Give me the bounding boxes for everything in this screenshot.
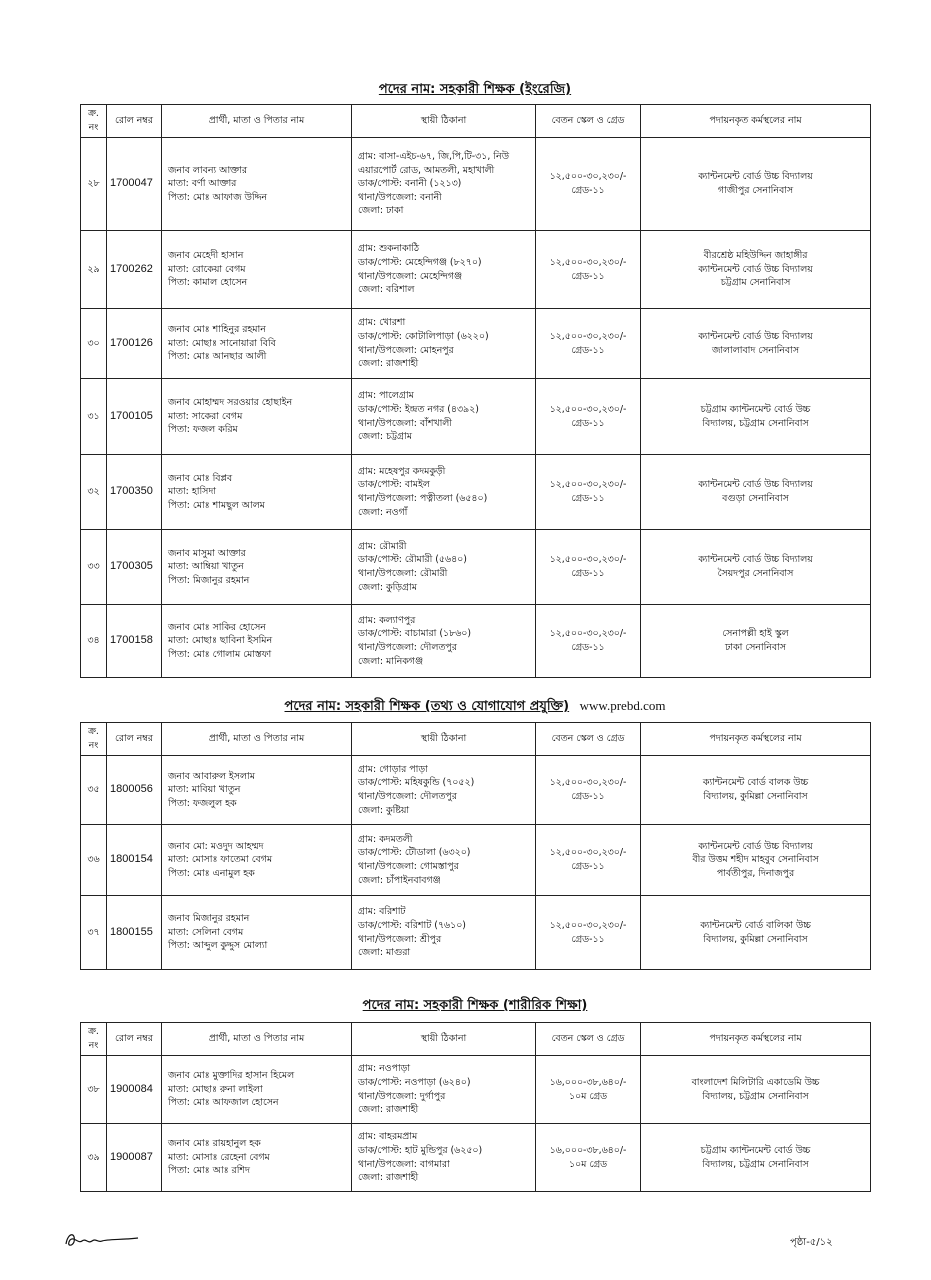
pay-line: গ্রেড-১১	[571, 642, 605, 653]
pay-scale-cell	[536, 138, 641, 231]
section-title-text: পদের নাম: সহকারী শিক্ষক (শারীরিক শিক্ষা)	[362, 998, 588, 1013]
address-line: গ্রাম: বাহরমপ্রাম	[358, 1131, 418, 1143]
address-line: থানা/উপজেলা: মোহনপুর	[358, 344, 454, 356]
header-roll: রোল নম্বর	[107, 723, 162, 756]
table-row	[81, 756, 871, 825]
allocation-table-english	[80, 104, 871, 678]
pay-scale-cell	[536, 379, 641, 455]
table-row	[81, 605, 871, 678]
address-line: ডাক/পোস্ট: হাট মুন্ডিপুর (৬২৫০)	[358, 1144, 483, 1156]
table-header-row	[81, 723, 871, 756]
address-line: ডাক/পোস্ট: মেহেন্দিগঞ্জ (৮২৭০)	[358, 256, 482, 268]
roll-cell: 1700105	[107, 379, 162, 455]
name-cell	[162, 231, 352, 309]
pay-scale-cell	[536, 1124, 641, 1192]
address-line: ডাক/পোস্ট: বনানী (১২১৩)	[358, 178, 462, 190]
header-pay-scale: বেতন স্কেল ও গ্রেড	[536, 1023, 641, 1056]
pay-line: ১২,৫০০-৩০,২৩০/-	[549, 554, 627, 566]
pay-scale-cell	[536, 231, 641, 309]
roll-cell: 1700262	[107, 231, 162, 309]
pay-scale-cell	[536, 309, 641, 379]
posting-line: বীরশ্রেষ্ঠ মহিউদ্দিন জাহাঙ্গীর	[703, 250, 808, 262]
posting-cell	[641, 530, 871, 605]
allocation-table-physical-education	[80, 1022, 871, 1192]
section-title-text: পদের নাম: সহকারী শিক্ষক (ইংরেজি)	[378, 82, 572, 97]
posting-cell	[641, 138, 871, 231]
serial-cell: ৩৩	[81, 530, 107, 605]
name-line: পিতা: মোঃ আনছার আলী	[168, 351, 267, 363]
address-line: ডাক/পোস্ট: ইন্দ্রত নগর (৪৩৯২)	[358, 403, 479, 415]
pay-line: গ্রেড-১১	[571, 933, 605, 945]
address-line: জেলা: বরিশাল	[358, 284, 415, 296]
serial-cell: ৩৮	[81, 1056, 107, 1124]
pay-scale-cell	[536, 455, 641, 530]
address-line: থানা/উপজেলা: মেহেন্দিগঞ্জ	[358, 270, 462, 282]
pay-line: ১২,৫০০-৩০,২৩০/-	[549, 628, 627, 640]
address-line: ডাক/পোস্ট: রৌমারী (৫৬৪০)	[358, 554, 467, 566]
table-header-row	[81, 1023, 871, 1056]
name-line: পিতা: মোঃ এনামুল হক	[168, 867, 255, 879]
name-cell	[162, 138, 352, 231]
address-cell	[352, 605, 536, 678]
pay-line: গ্রেড-১১	[571, 417, 605, 429]
serial-cell: ৩৪	[81, 605, 107, 678]
table-row	[81, 825, 871, 896]
pay-line: গ্রেড-১১	[571, 270, 605, 282]
serial-cell: ৩৯	[81, 1124, 107, 1192]
name-line: মাতা: সেলিনা বেগম	[168, 926, 244, 938]
address-cell	[352, 379, 536, 455]
name-line: জনাব মাসুমা আক্তার	[168, 547, 246, 559]
name-line: জনাব মিজানুর রহমান	[168, 913, 250, 925]
name-line: মাতা: আম্বিয়া খাতুন	[168, 561, 244, 573]
posting-cell	[641, 379, 871, 455]
roll-cell: 1900087	[107, 1124, 162, 1192]
address-line: ডাক/পোস্ট: বরিশাট (৭৬১০)	[358, 919, 466, 931]
posting-cell	[641, 455, 871, 530]
header-posting: পদায়নকৃত কর্মস্থলের নাম	[641, 723, 871, 756]
table-row	[81, 309, 871, 379]
name-line: পিতা: মোঃ আঃ রশিদ	[168, 1165, 250, 1177]
address-line: থানা/উপজেলা: দৌলতপুর	[358, 642, 457, 653]
roll-cell: 1800056	[107, 756, 162, 825]
address-line: ডাক/পোস্ট: বাচামারা (১৮৬০)	[358, 628, 472, 640]
page-number: পৃষ্ঠা-৫/১২	[790, 1237, 833, 1248]
address-line: থানা/উপজেলা: বাঁশখালী	[358, 417, 452, 429]
posting-line: বিদ্যালয়, চট্টগ্রাম সেনানিবাস	[702, 417, 809, 429]
roll-cell: 1700126	[107, 309, 162, 379]
posting-line: ক্যান্টনমেন্ট বোর্ড উচ্চ বিদ্যালয়	[698, 330, 813, 342]
name-line: জনাব মোহাম্মদ সরওয়ার হোছাইন	[168, 397, 293, 409]
address-line: গ্রাম: বাসা-এইচ-৬৭, জি,পি,টি-৩১, নিউ	[358, 150, 509, 162]
address-cell	[352, 896, 536, 970]
posting-line: চট্টগ্রাম ক্যান্টনমেন্ট বোর্ড উচ্চ	[700, 403, 811, 415]
pay-line: গ্রেড-১১	[571, 568, 605, 579]
address-line: থানা/উপজেলা: বনানী	[358, 191, 442, 203]
name-line: পিতা: মিজানুর রহমান	[168, 574, 250, 586]
posting-line: বিদ্যালয়, কুমিল্লা সেনানিবাস	[703, 791, 808, 802]
pay-line: গ্রেড-১১	[571, 861, 605, 872]
section-title-physical-education	[80, 996, 870, 1017]
serial-cell: ৩১	[81, 379, 107, 455]
posting-line: ক্যান্টনমেন্ট বোর্ড উচ্চ বিদ্যালয়	[698, 840, 813, 852]
pay-line: ১০ম গ্রেড	[568, 1158, 608, 1170]
address-line: গ্রাম: মহেষপুর কদমকুড়ী	[358, 465, 446, 477]
serial-cell: ৩৫	[81, 756, 107, 825]
address-line: জেলা: নওগাঁ	[358, 506, 408, 518]
name-line: জনাব আবারুল ইসলাম	[168, 770, 255, 782]
address-line: জেলা: রাজশাহী	[358, 1104, 419, 1116]
pay-line: ১২,৫০০-৩০,২৩০/-	[549, 330, 627, 342]
posting-line: ঢাকা সেনানিবাস	[725, 642, 786, 653]
address-line: ডাক/পোস্ট: বামইল	[358, 479, 430, 491]
posting-line: বিদ্যালয়, কুমিল্লা সেনানিবাস	[703, 933, 808, 945]
address-line: গ্রাম: খোরশা	[358, 317, 406, 329]
name-line: পিতা: কামাল হোসেন	[168, 277, 248, 289]
name-line: পিতা: মোঃ গোলাম মোস্তফা	[168, 648, 272, 660]
section-title-text: পদের নাম: সহকারী শিক্ষক (তথ্য ও যোগাযোগ প্রযুক্তি)	[284, 699, 570, 714]
roll-cell: 1700305	[107, 530, 162, 605]
pay-line: গ্রেড-১১	[571, 185, 605, 196]
posting-cell	[641, 896, 871, 970]
posting-line: চট্টগ্রাম ক্যান্টনমেন্ট বোর্ড উচ্চ	[700, 1144, 811, 1156]
serial-cell: ২৮	[81, 138, 107, 231]
name-line: মাতা: মাবিয়া খাতুন	[168, 784, 241, 796]
name-cell	[162, 455, 352, 530]
roll-cell: 1900084	[107, 1056, 162, 1124]
section-title-english	[80, 80, 870, 101]
pay-line: ১২,৫০০-৩০,২৩০/-	[549, 403, 627, 415]
pay-line: ১০ম গ্রেড	[568, 1090, 608, 1102]
header-roll: রোল নম্বর	[107, 1023, 162, 1056]
roll-cell: 1800155	[107, 896, 162, 970]
name-line: মাতা: মোসাঃ রেহেনা বেগম	[168, 1151, 270, 1163]
pay-scale-cell	[536, 825, 641, 896]
address-line: গ্রাম: কল্যাণপুর	[358, 614, 416, 626]
pay-line: ১৬,০০০-৩৮,৬৪০/-	[549, 1076, 627, 1088]
header-serial: ক্র. নং	[81, 723, 107, 756]
address-cell	[352, 530, 536, 605]
header-address: স্থায়ী ঠিকানা	[352, 723, 536, 756]
address-cell	[352, 1124, 536, 1192]
name-cell	[162, 530, 352, 605]
table-row	[81, 138, 871, 231]
address-cell	[352, 1056, 536, 1124]
posting-line: বিদ্যালয়, চট্টগ্রাম সেনানিবাস	[702, 1090, 809, 1102]
name-line: জনাব মো: মওদুদ আহম্মদ	[168, 840, 264, 852]
name-cell	[162, 309, 352, 379]
name-line: পিতা: মোঃ আফজাল হোসেন	[168, 1097, 279, 1109]
name-cell	[162, 1056, 352, 1124]
pay-line: ১২,৫০০-৩০,২৩০/-	[549, 847, 627, 859]
posting-line: জালালাবাদ সেনানিবাস	[711, 344, 800, 356]
pay-line: ১২,৫০০-৩০,২৩০/-	[549, 479, 627, 491]
address-line: থানা/উপজেলা: রৌমারী	[358, 568, 448, 579]
pay-line: ১২,৫০০-৩০,২৩০/-	[549, 171, 627, 183]
roll-cell: 1800154	[107, 825, 162, 896]
name-line: জনাব মোঃ সাকির হোসেন	[168, 621, 266, 633]
posting-line: গাজীপুর সেনানিবাস	[717, 185, 794, 196]
name-line: মাতা: সাকেরা বেগম	[168, 410, 243, 422]
address-line: থানা/উপজেলা: দৌলতপুর	[358, 791, 457, 802]
name-line: পিতা: ফজলুল হক	[168, 797, 237, 809]
address-line: জেলা: কুষ্টিয়া	[358, 804, 410, 816]
table-row	[81, 530, 871, 605]
name-line: জনাব মোঃ শাহিনুর রহমান	[168, 324, 266, 336]
address-line: থানা/উপজেলা: বাগমারা	[358, 1158, 450, 1170]
address-line: গ্রাম: শুকনাকাঠি	[358, 243, 419, 255]
posting-cell	[641, 605, 871, 678]
table-row	[81, 379, 871, 455]
name-line: মাতা: মোছাঃ ছাবিনা ইসমিন	[168, 635, 273, 647]
address-line: থানা/উপজেলা: পত্নীতলা (৬৫৪০)	[358, 493, 488, 504]
posting-line: বগুড়া সেনানিবাস	[722, 493, 789, 504]
address-line: গ্রাম: নওপাড়া	[358, 1063, 411, 1075]
serial-cell: ৩৭	[81, 896, 107, 970]
serial-cell: ৩২	[81, 455, 107, 530]
address-line: ডাক/পোস্ট: টৌডালা (৬৩২০)	[358, 847, 471, 859]
address-line: গ্রাম: বরিশাট	[358, 906, 406, 918]
pay-line: গ্রেড-১১	[571, 791, 605, 802]
name-line: জনাব লাবন্য আক্তার	[168, 164, 248, 176]
header-roll: রোল নম্বর	[107, 105, 162, 138]
posting-line: বীর উত্তম শহীদ মাহবুব সেনানিবাস	[692, 854, 819, 866]
posting-cell	[641, 1124, 871, 1192]
name-cell	[162, 756, 352, 825]
table-row	[81, 231, 871, 309]
address-line: ডাক/পোস্ট: কোটালিপাড়া (৬২২০)	[358, 330, 489, 342]
header-pay-scale: বেতন স্কেল ও গ্রেড	[536, 105, 641, 138]
posting-line: বিদ্যালয়, চট্টগ্রাম সেনানিবাস	[702, 1158, 809, 1170]
posting-cell	[641, 825, 871, 896]
posting-line: ক্যান্টনমেন্ট বোর্ড উচ্চ বিদ্যালয়	[698, 171, 813, 183]
pay-line: গ্রেড-১১	[571, 344, 605, 356]
address-line: জেলা: মানিকগঞ্জ	[358, 655, 423, 667]
posting-line: সেনাপল্লী হাই স্কুল	[722, 628, 789, 640]
posting-cell	[641, 231, 871, 309]
name-cell	[162, 825, 352, 896]
table-row	[81, 455, 871, 530]
address-line: জেলা: চাঁপাইনবাবগঞ্জ	[358, 874, 441, 886]
name-cell	[162, 605, 352, 678]
address-line: ডাক/পোস্ট: নওপাড়া (৬২৪০)	[358, 1076, 471, 1088]
name-line: পিতা: মোঃ আফাজ উদ্দিন	[168, 191, 268, 203]
posting-cell	[641, 309, 871, 379]
roll-cell: 1700047	[107, 138, 162, 231]
address-line: গ্রাম: রৌমারী	[358, 540, 407, 552]
name-line: মাতা: মোছাঃ সানোয়ারা বিবি	[168, 337, 276, 349]
address-cell	[352, 231, 536, 309]
table-row	[81, 1056, 871, 1124]
posting-line: পার্বতীপুর, দিনাজপুর	[716, 867, 795, 879]
posting-line: ক্যান্টনমেন্ট বোর্ড উচ্চ বিদ্যালয়	[698, 263, 813, 275]
pay-line: ১২,৫০০-৩০,২৩০/-	[549, 919, 627, 931]
name-line: মাতা: রোকেয়া বেগম	[168, 263, 246, 275]
posting-line: সৈয়দপুর সেনানিবাস	[717, 568, 794, 579]
posting-line: ক্যান্টনমেন্ট বোর্ড উচ্চ বিদ্যালয়	[698, 554, 813, 566]
header-posting: পদায়নকৃত কর্মস্থলের নাম	[641, 1023, 871, 1056]
address-line: জেলা: রাজশাহী	[358, 1172, 419, 1184]
posting-line: ক্যান্টনমেন্ট বোর্ড বালিকা উচ্চ	[700, 919, 811, 931]
address-line: এয়ারপোর্ট রোড, আমতলী, মহাখালী	[358, 164, 495, 176]
posting-line: ক্যান্টনমেন্ট বোর্ড উচ্চ বিদ্যালয়	[698, 479, 813, 491]
name-cell	[162, 1124, 352, 1192]
serial-cell: ৩৬	[81, 825, 107, 896]
pay-scale-cell	[536, 756, 641, 825]
posting-line: বাংলাদেশ মিলিটারি একাডেমি উচ্চ	[691, 1076, 820, 1088]
name-line: পিতা: ফজল করিম	[168, 424, 238, 436]
header-address: স্থায়ী ঠিকানা	[352, 1023, 536, 1056]
name-line: পিতা: মোঃ শামছুল আলম	[168, 499, 265, 511]
pay-line: ১৬,০০০-৩৮,৬৪০/-	[549, 1144, 627, 1156]
address-line: থানা/উপজেলা: গোমস্তাপুর	[358, 861, 459, 872]
allocation-table-ict	[80, 722, 871, 970]
name-cell	[162, 896, 352, 970]
table-row	[81, 1124, 871, 1192]
pay-scale-cell	[536, 605, 641, 678]
serial-cell: ২৯	[81, 231, 107, 309]
pay-scale-cell	[536, 1056, 641, 1124]
website-watermark: www.prebd.com	[579, 698, 666, 713]
name-line: মাতা: হাসিদা	[168, 486, 216, 498]
address-line: জেলা: মাগুরা	[358, 947, 411, 959]
address-line: থানা/উপজেলা: শ্রীপুর	[358, 933, 442, 945]
address-line: জেলা: কুড়িগ্রাম	[358, 581, 417, 593]
address-line: গ্রাম: কদমতলী	[358, 833, 413, 845]
pay-line: গ্রেড-১১	[571, 493, 605, 504]
header-name: প্রার্থী, মাতা ও পিতার নাম	[162, 723, 352, 756]
address-line: থানা/উপজেলা: দুর্গাপুর	[358, 1090, 446, 1102]
roll-cell: 1700158	[107, 605, 162, 678]
address-line: জেলা: রাজশাহী	[358, 358, 419, 370]
header-serial: ক্র. নং	[81, 105, 107, 138]
serial-cell: ৩০	[81, 309, 107, 379]
address-cell	[352, 309, 536, 379]
pay-line: ১২,৫০০-৩০,২৩০/-	[549, 256, 627, 268]
name-line: মাতা: বর্ণা আক্তার	[168, 178, 237, 190]
pay-line: ১২,৫০০-৩০,২৩০/-	[549, 777, 627, 789]
table-header-row	[81, 105, 871, 138]
name-line: জনাব মোঃ মুক্তাদির হাসান হিমেল	[168, 1070, 295, 1082]
name-line: জনাব মেহেদী হাসান	[168, 250, 244, 262]
posting-line: চট্টগ্রাম সেনানিবাস	[720, 277, 791, 289]
header-posting: পদায়নকৃত কর্মস্থলের নাম	[641, 105, 871, 138]
address-cell	[352, 138, 536, 231]
header-name: প্রার্থী, মাতা ও পিতার নাম	[162, 1023, 352, 1056]
name-cell	[162, 379, 352, 455]
address-line: জেলা: ঢাকা	[358, 205, 404, 217]
header-name: প্রার্থী, মাতা ও পিতার নাম	[162, 105, 352, 138]
signature	[62, 1228, 142, 1254]
posting-cell	[641, 756, 871, 825]
name-line: মাতা: মোসাঃ ফাতেমা বেগম	[168, 854, 273, 866]
header-address: স্থায়ী ঠিকানা	[352, 105, 536, 138]
name-line: মাতা: মোছাঃ রুনা লাইলা	[168, 1083, 263, 1095]
address-line: জেলা: চট্টগ্রাম	[358, 431, 412, 443]
posting-line: ক্যান্টনমেন্ট বোর্ড বালক উচ্চ	[702, 777, 809, 789]
header-serial: ক্র. নং	[81, 1023, 107, 1056]
name-line: জনাব মোঃ বিপ্লব	[168, 472, 233, 484]
header-pay-scale: বেতন স্কেল ও গ্রেড	[536, 723, 641, 756]
address-line: গ্রাম: গোড়ার পাড়া	[358, 763, 428, 775]
table-row	[81, 896, 871, 970]
pay-scale-cell	[536, 530, 641, 605]
address-cell	[352, 455, 536, 530]
name-line: পিতা: আব্দুল কুদ্দুস মোল্যা	[168, 940, 268, 952]
roll-cell: 1700350	[107, 455, 162, 530]
address-line: ডাক/পোস্ট: মহিষকুন্ডি (৭০৫২)	[358, 777, 475, 789]
address-cell	[352, 756, 536, 825]
section-title-ict	[80, 697, 870, 718]
posting-cell	[641, 1056, 871, 1124]
name-line: জনাব মোঃ রায়হানুল হক	[168, 1138, 261, 1150]
address-line: গ্রাম: পালেগ্রাম	[358, 390, 414, 402]
address-cell	[352, 825, 536, 896]
pay-scale-cell	[536, 896, 641, 970]
